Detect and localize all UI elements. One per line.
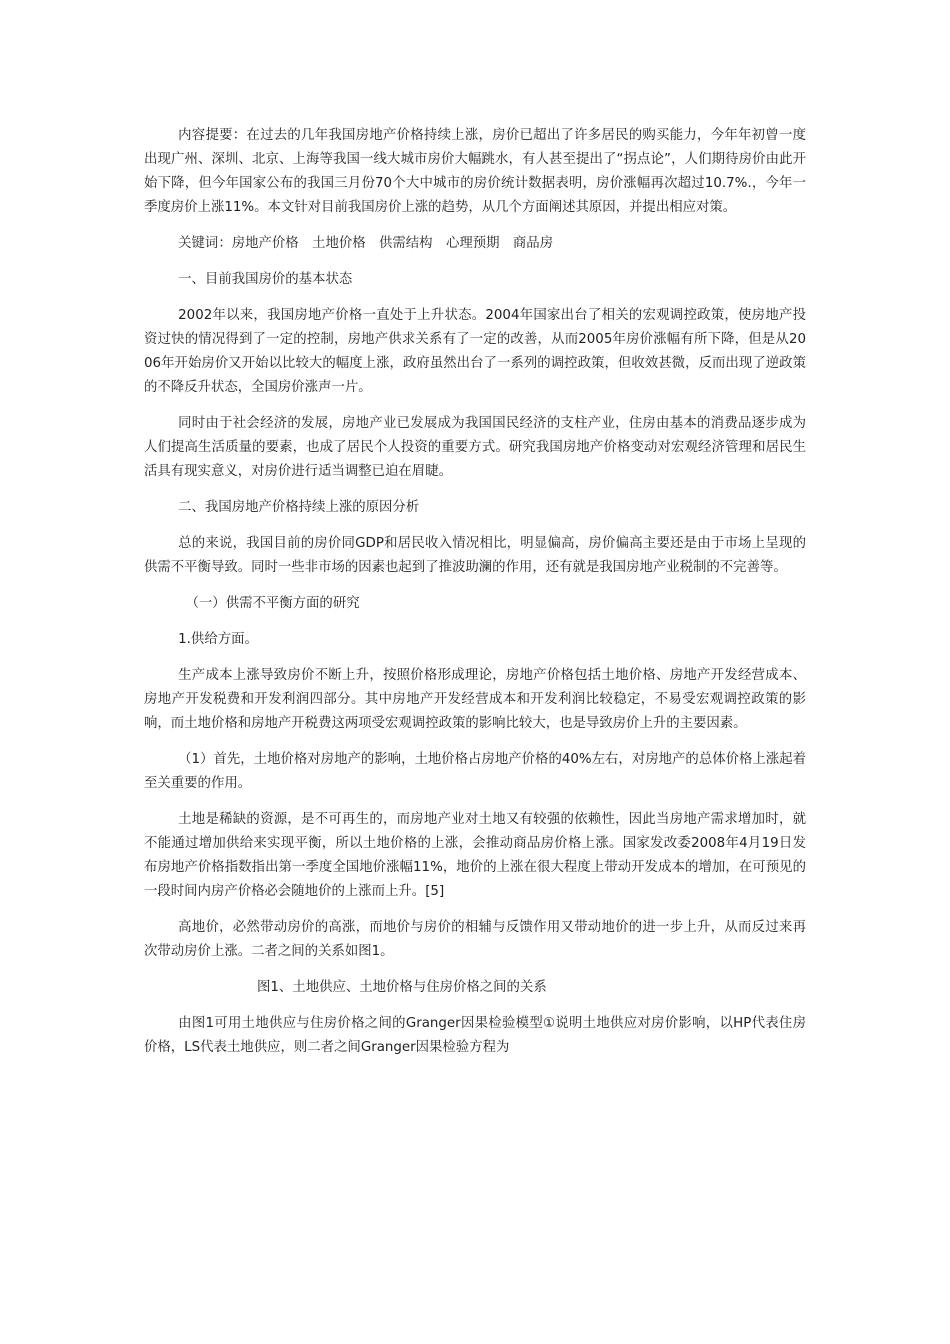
figure-caption: 图1、土地供应、土地价格与住房价格之间的关系 <box>257 980 547 995</box>
body-paragraph: 高地价，必然带动房价的高涨，而地价与房价的相辅与反馈作用又带动地价的进一步上升，从而反过来再次带动房价上涨。二者之间的关系如图1。 <box>144 920 806 959</box>
body-paragraph: （1）首先，土地价格对房地产的影响，土地价格占房地产价格的40%左右，对房地产的总体价格上涨起着至关重要的作用。 <box>144 752 806 791</box>
subsection-heading: （一）供需不平衡方面的研究 <box>185 596 360 611</box>
document-body <box>144 124 806 1072</box>
section-heading-2: 二、我国房地产价格持续上涨的原因分析 <box>178 500 420 515</box>
abstract-paragraph: 内容提要：在过去的几年我国房地产价格持续上涨，房价已超出了许多居民的购买能力，今年年初曾一度出现广州、深圳、北京、上海等我国一线大城市房价大幅跳水，有人甚至提出了“拐点论”，人们期待房价由此开始下降，但今年国家公布的我国三月份70个大中城市的房价统计数据表明，房价涨幅再次超过10.7%.，今年一季度房价上涨11%。本文针对目前我国房价上涨的趋势，从几个方面阐述其原因，并提出相应对策。 <box>144 128 806 215</box>
keywords-line: 关键词：房地产价格 土地价格 供需结构 心理预期 商品房 <box>178 236 554 251</box>
section-heading-1: 一、目前我国房价的基本状态 <box>178 272 353 287</box>
sub-subsection-heading: 1.供给方面。 <box>178 632 258 647</box>
body-paragraph: 生产成本上涨导致房价不断上升，按照价格形成理论，房地产价格包括土地价格、房地产开发经营成本、房地产开发税费和开发利润四部分。其中房地产开发经营成本和开发利润比较稳定，不易受宏观调控政策的影响，而土地价格和房地产开税费这两项受宏观调控政策的影响比较大，也是导致房价上升的主要因素。 <box>144 668 806 731</box>
body-paragraph: 2002年以来，我国房地产价格一直处于上升状态。2004年国家出台了相关的宏观调控政策，使房地产投资过快的情况得到了一定的控制，房地产供求关系有了一定的改善，从而2005年房价涨幅有所下降，但是从2006年开始房价又开始以比较大的幅度上涨，政府虽然出台了一系列的调控政策，但收效甚微，反而出现了逆政策的不降反升状态，全国房价涨声一片。 <box>144 308 806 395</box>
body-paragraph: 由图1可用土地供应与住房价格之间的Granger因果检验模型①说明土地供应对房价影响，以HP代表住房价格，LS代表土地供应，则二者之间Granger因果检验方程为 <box>144 1016 806 1055</box>
body-paragraph: 土地是稀缺的资源，是不可再生的，而房地产业对土地又有较强的依赖性，因此当房地产需求增加时，就不能通过增加供给来实现平衡，所以土地价格的上涨，会推动商品房价格上涨。国家发改委2008年4月19日发布房地产价格指数指出第一季度全国地价涨幅11%，地价的上涨在很大程度上带动开发成本的增加，在可预见的一段时间内房产价格必会随地价的上涨而上升。[5] <box>144 812 806 899</box>
body-paragraph: 总的来说，我国目前的房价同GDP和居民收入情况相比，明显偏高，房价偏高主要还是由于市场上呈现的供需不平衡导致。同时一些非市场的因素也起到了推波助澜的作用，还有就是我国房地产业税制的不完善等。 <box>144 536 806 575</box>
body-paragraph: 同时由于社会经济的发展，房地产业已发展成为我国国民经济的支柱产业，住房由基本的消费品逐步成为人们提高生活质量的要素，也成了居民个人投资的重要方式。研究我国房地产价格变动对宏观经济管理和居民生活具有现实意义，对房价进行适当调整已迫在眉睫。 <box>144 416 806 479</box>
